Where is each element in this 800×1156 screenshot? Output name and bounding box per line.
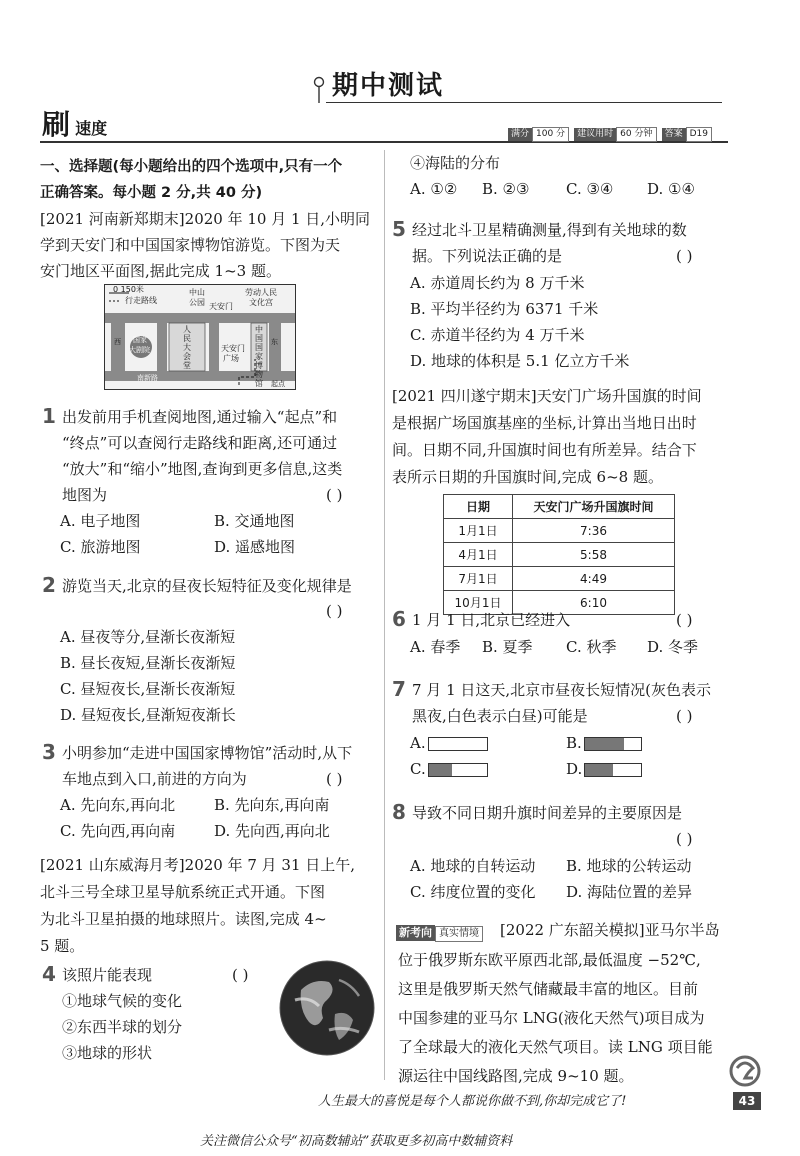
table-row [444, 567, 675, 591]
map-label-renmin: 人民大会堂 [183, 325, 191, 370]
option[interactable]: D. 冬季 [647, 638, 699, 656]
option-label[interactable]: D. [566, 760, 583, 778]
earth-photo [279, 960, 375, 1056]
question-number: 8 [392, 800, 406, 824]
question-number: 7 [392, 677, 406, 701]
table-cell: 1月1日 [444, 519, 513, 543]
tiananmen-map [104, 284, 296, 390]
question-number: 1 [42, 404, 56, 428]
option[interactable]: A. 赤道周长约为 8 万千米 [410, 274, 585, 292]
bottom-note: 关注微信公众号“初高数辅站”获取更多初高中数辅资料 [200, 1134, 513, 1149]
page-number: 43 [733, 1092, 761, 1110]
statement: ④海陆的分布 [410, 154, 501, 172]
map-label-nanxin: 南新路 [137, 374, 158, 382]
meta-label: 建议用时 [574, 128, 616, 141]
option[interactable]: D. ①④ [647, 180, 695, 198]
option[interactable]: C. 赤道半径约为 4 万千米 [410, 326, 585, 344]
meta-value: 60 分钟 [616, 127, 656, 142]
column-divider [384, 150, 385, 1080]
option[interactable]: C. 旅游地图 [60, 538, 141, 556]
new-direction-tag [396, 921, 483, 942]
table-cell: 4月1日 [444, 543, 513, 567]
night-fill [585, 764, 613, 776]
question-6-text: 1 月 1 日,北京已经进入 [412, 611, 571, 629]
exam-meta [508, 121, 712, 142]
option-label[interactable]: B. [566, 734, 582, 752]
map-label-tiananmen: 天安门 [209, 302, 233, 311]
question-3-text: 小明参加“走进中国国家博物馆”活动时,从下 车地点到入口,前进的方向为 [62, 744, 353, 788]
brand [42, 108, 107, 142]
map-label-east: 东 [271, 338, 278, 346]
map-label-west: 西 [114, 338, 121, 346]
answer-bracket[interactable]: ( ) [326, 770, 343, 788]
option[interactable]: C. ③④ [566, 180, 614, 198]
question-number: 5 [392, 217, 406, 241]
title-bar [312, 70, 722, 104]
option[interactable]: D. 昼短夜长,昼渐短夜渐长 [60, 706, 236, 724]
option[interactable]: A. 昼夜等分,昼渐长夜渐短 [60, 628, 236, 646]
map-label-zhongshan: 中山 [189, 288, 205, 297]
map-label-start: 起点 [271, 380, 285, 388]
meta-label: 满分 [508, 128, 532, 141]
map-label-guojia: 国家 [133, 336, 147, 344]
option[interactable]: A. 电子地图 [60, 512, 141, 530]
question-2-text: 游览当天,北京的昼夜长短特征及变化规律是 [62, 577, 352, 595]
option-label[interactable]: C. [410, 760, 426, 778]
map-label-museum: 中国国家博物馆 [255, 325, 263, 388]
answer-bracket[interactable]: ( ) [326, 486, 343, 504]
option[interactable]: B. ②③ [482, 180, 530, 198]
table-header: 日期 [444, 495, 513, 519]
table-cell: 7月1日 [444, 567, 513, 591]
map-label-guangchang-1: 天安门 [221, 344, 245, 353]
answer-bracket[interactable]: ( ) [676, 707, 693, 725]
question-7-text: 7 月 1 日这天,北京市昼夜长短情况(灰色表示 黑夜,白色表示白昼)可能是 [412, 681, 712, 725]
day-night-bar[interactable] [428, 737, 488, 751]
title-pin-icon [312, 76, 326, 104]
map-label-laodong-1: 劳动人民 [245, 288, 277, 297]
answer-bracket[interactable]: ( ) [676, 830, 693, 848]
brand-word: 速度 [75, 119, 108, 138]
answer-bracket[interactable]: ( ) [676, 611, 693, 629]
map-label-gongyuan: 公园 [189, 298, 205, 307]
flag-raising-table [443, 494, 675, 615]
night-fill [585, 738, 624, 750]
option[interactable]: D. 遥感地图 [214, 538, 296, 556]
map-label-guangchang-2: 广场 [223, 354, 239, 363]
question-1-text: 出发前用手机查阅地图,通过输入“起点”和 “终点”可以查阅行走路线和距离,还可通过 “放大”和“缩小”地图,查询到更多信息,这类 地图为 [62, 408, 343, 504]
option[interactable]: C. 秋季 [566, 638, 617, 656]
option[interactable]: D. 地球的体积是 5.1 亿立方千米 [410, 352, 630, 370]
context-4-first: [2022 广东韶关模拟]亚马尔半岛 [500, 921, 720, 939]
option[interactable]: C. 纬度位置的变化 [410, 883, 536, 901]
question-number: 3 [42, 740, 56, 764]
option[interactable]: A. 先向东,再向北 [60, 796, 176, 814]
question-number: 6 [392, 607, 406, 631]
tag-real: 真实情境 [435, 926, 483, 942]
table-row [444, 519, 675, 543]
question-4-text: 该照片能表现 [62, 966, 153, 984]
map-scale: 0 150米 [113, 285, 144, 294]
title-underline [326, 102, 722, 103]
option[interactable]: A. 地球的自转运动 [410, 857, 536, 875]
day-night-bar[interactable] [584, 763, 642, 777]
context-2: [2021 山东威海月考]2020 年 7 月 31 日上午, 北斗三号全球卫星导航系统正式开通。下图 为北斗卫星拍摄的地球照片。读图,完成 4~ 5 题。 [40, 856, 356, 955]
question-5-text: 经过北斗卫星精确测量,得到有关地球的数 据。下列说法正确的是 [412, 221, 687, 265]
table-cell: 4:49 [513, 567, 675, 591]
table-cell: 10月1日 [444, 591, 513, 615]
table-cell: 6:10 [513, 591, 675, 615]
table-row [444, 543, 675, 567]
option[interactable]: C. 先向西,再向南 [60, 822, 176, 840]
footer-slogan: 人生最大的喜悦是每个人都说你做不到,你却完成它了! [318, 1094, 627, 1109]
page-title: 期中测试 [332, 71, 445, 101]
question-number: 2 [42, 573, 56, 597]
day-night-bar[interactable] [584, 737, 642, 751]
section-heading: 一、选择题(每小题给出的四个选项中,只有一个 正确答案。每小题 2 分,共 40 分) [40, 159, 343, 201]
meta-value: 100 分 [532, 127, 569, 142]
meta-value: D19 [686, 127, 712, 142]
context-4: 位于俄罗斯东欧平原西北部,最低温度 −52℃, 这里是俄罗斯天然气储藏最丰富的地区。目前 中国参建的亚马尔 LNG(液化天然气)项目成为 了全球最大的液化天然气项目。读 LNG 项目能 源运往中国线路图,完成 9~10 题。 [398, 951, 713, 1085]
option[interactable]: C. 昼短夜长,昼渐长夜渐短 [60, 680, 236, 698]
brand-char: 刷 [42, 108, 71, 141]
night-fill [429, 764, 452, 776]
answer-bracket[interactable]: ( ) [232, 966, 249, 984]
option-label[interactable]: A. [410, 734, 426, 752]
table-header: 天安门广场升国旗时间 [513, 495, 675, 519]
context-1: [2021 河南新郑期末]2020 年 10 月 1 日,小明同 学到天安门和中国国家博物馆游览。下图为天 安门地区平面图,据此完成 1~3 题。 [40, 210, 371, 280]
day-night-bar[interactable] [428, 763, 488, 777]
statement: ②东西半球的划分 [62, 1018, 183, 1036]
mascot-icon [728, 1052, 762, 1088]
option[interactable]: D. 海陆位置的差异 [566, 883, 693, 901]
map-label-dajuyuan: 大剧院 [129, 346, 150, 354]
context-3: [2021 四川遂宁期末]天安门广场升国旗的时间 是根据广场国旗基座的坐标,计算出当地日出时 间。日期不同,升国旗时间也有所差异。结合下 表所示日期的升国旗时间,完成 6~8 题。 [392, 387, 702, 486]
option[interactable]: B. 昼长夜短,昼渐长夜渐短 [60, 654, 236, 672]
statement: ①地球气候的变化 [62, 992, 183, 1010]
option[interactable]: A. 春季 [410, 638, 461, 656]
map-label-laodong-2: 文化宫 [249, 298, 273, 307]
option[interactable]: D. 先向西,再向北 [214, 822, 330, 840]
option[interactable]: B. 地球的公转运动 [566, 857, 692, 875]
option[interactable]: A. ①② [410, 180, 458, 198]
option[interactable]: B. 交通地图 [214, 512, 295, 530]
answer-bracket[interactable]: ( ) [326, 602, 343, 620]
question-number: 4 [42, 962, 56, 986]
option[interactable]: B. 先向东,再向南 [214, 796, 330, 814]
option[interactable]: B. 夏季 [482, 638, 533, 656]
statement: ③地球的形状 [62, 1044, 153, 1062]
table-cell: 5:58 [513, 543, 675, 567]
answer-bracket[interactable]: ( ) [676, 247, 693, 265]
option[interactable]: B. 平均半径约为 6371 千米 [410, 300, 599, 318]
map-legend: 行走路线 [125, 296, 157, 305]
question-8-text: 导致不同日期升旗时间差异的主要原因是 [412, 804, 683, 822]
tag-new: 新考向 [396, 925, 435, 941]
meta-label: 答案 [662, 128, 686, 141]
table-cell: 7:36 [513, 519, 675, 543]
